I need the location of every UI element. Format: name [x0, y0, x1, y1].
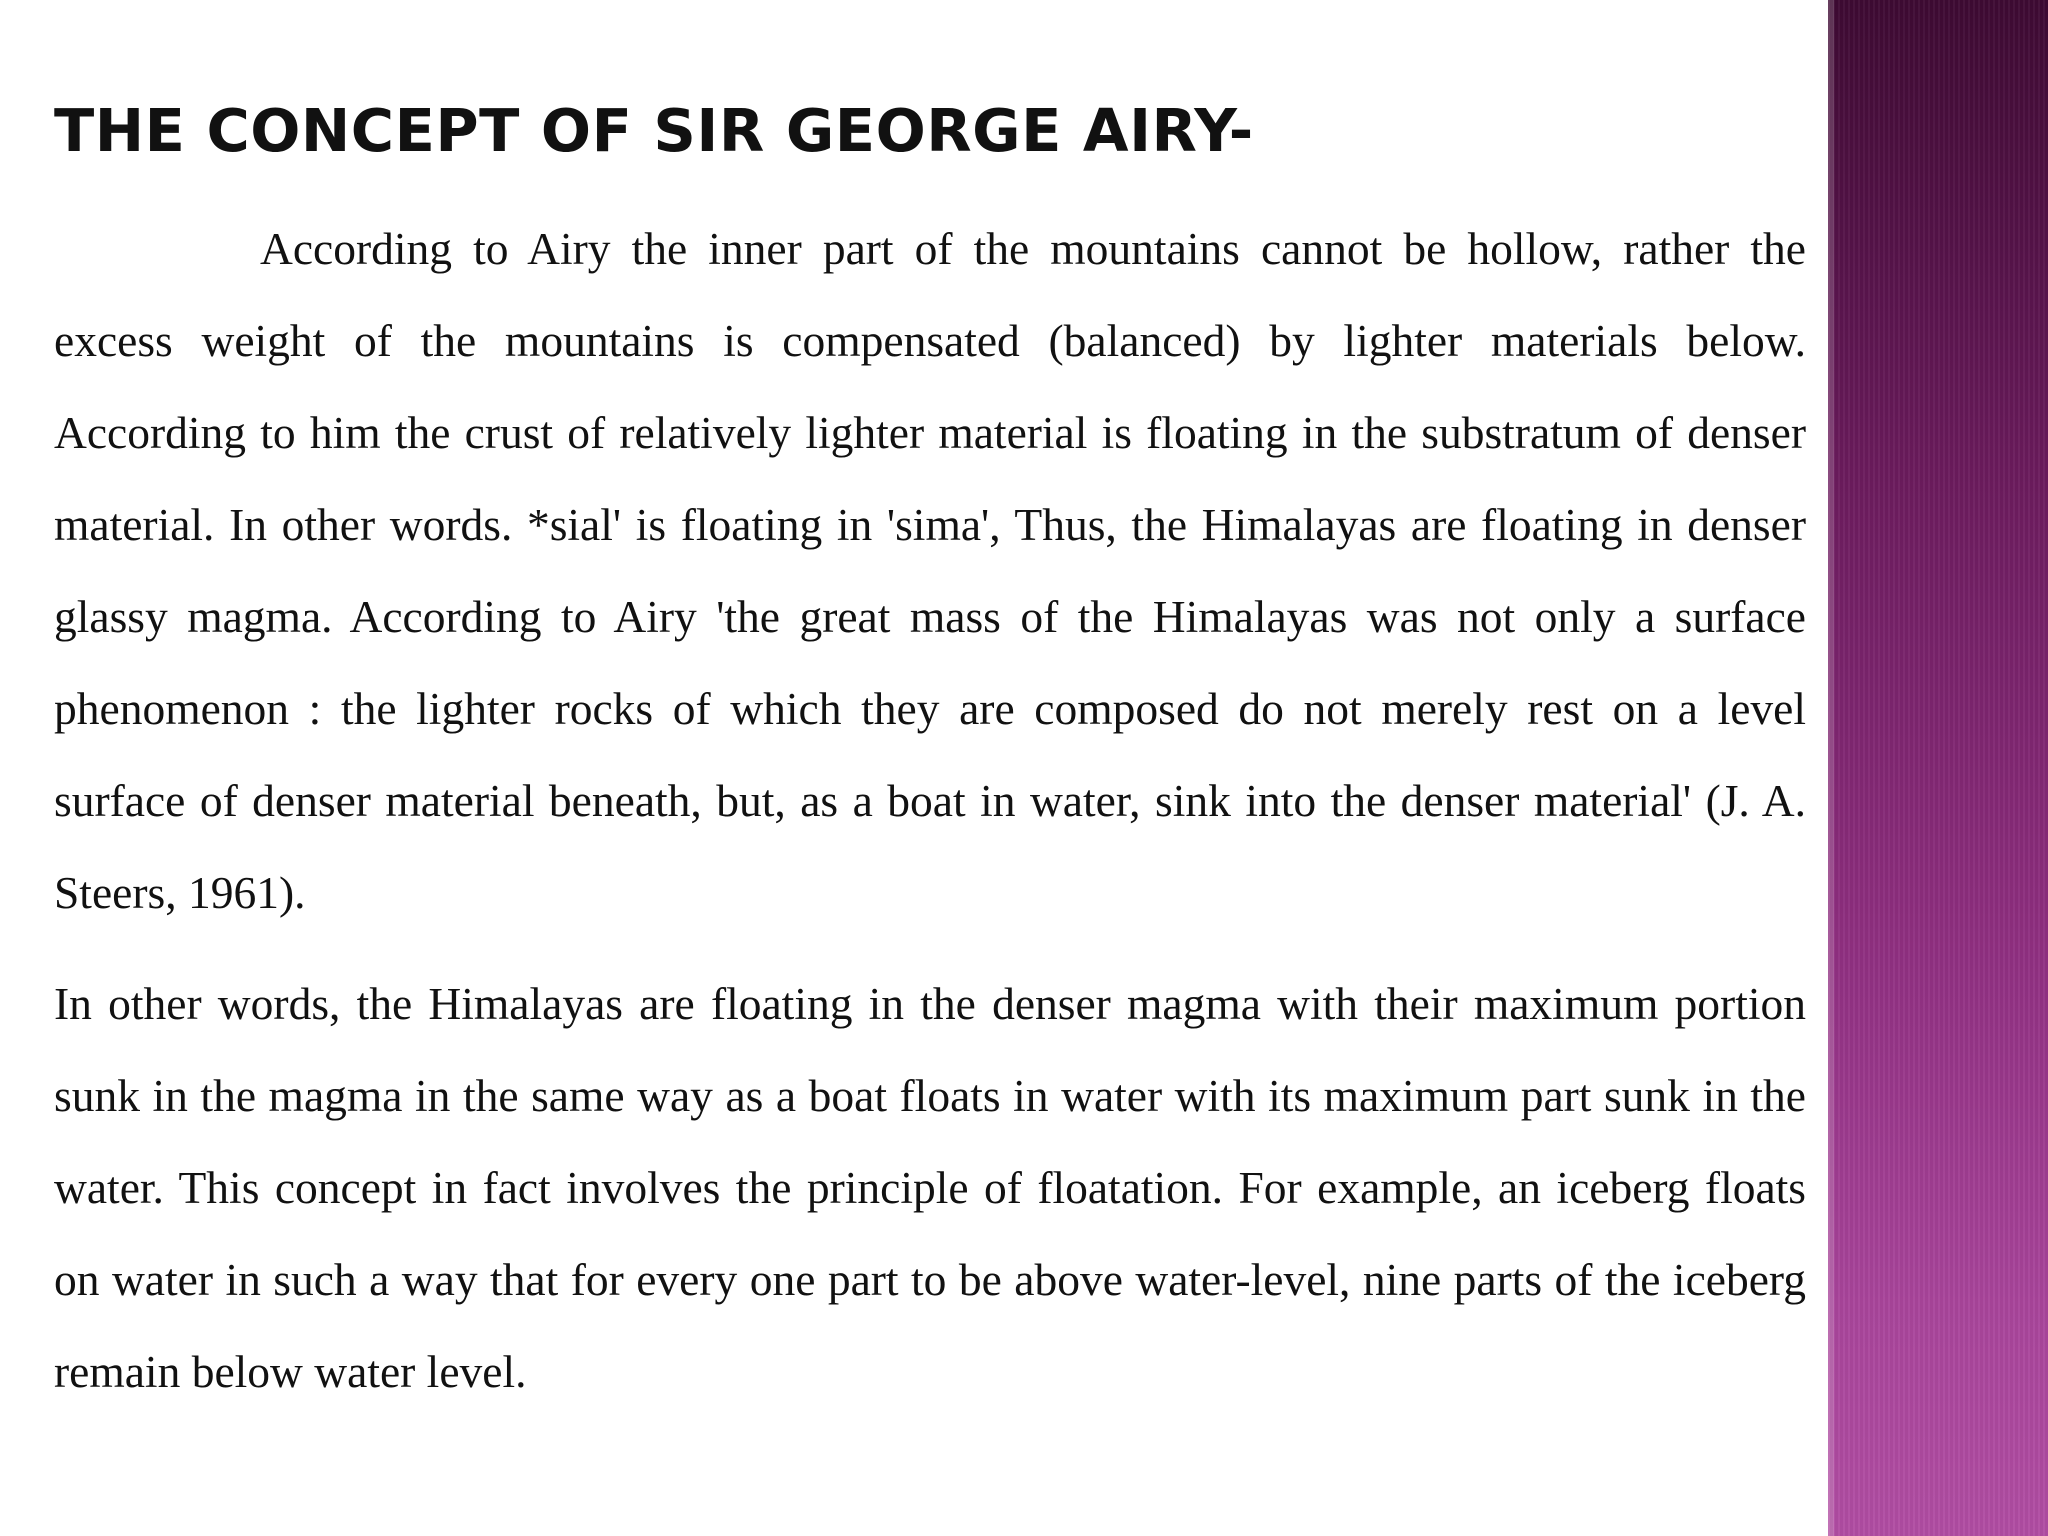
- body-paragraph-1: According to Airy the inner part of the mountains cannot be hollow, rather the excess weight of the mountains is compensated (balanced) by lighter materials below. According to him the crust of relatively lighter material is floating in the substratum of denser material. In other words. *sial' is floating in 'sima', Thus, the Himalayas are floating in denser glassy magma. According to Airy 'the great mass of the Himalayas was not only a surface phenomenon : the lighter rocks of which they are composed do not merely rest on a level surface of denser material beneath, but, as a boat in water, sink into the denser material' (J. A. Steers, 1961).: [54, 223, 1806, 918]
- slide-title: THE CONCEPT OF SIR GEORGE AIRY-: [54, 96, 1254, 165]
- body-paragraph-2: In other words, the Himalayas are floating in the denser magma with their maximum portion sunk in the magma in the same way as a boat floats in water with its maximum part sunk in the water. This concept in fact involves the principle of floatation. For example, an iceberg floats on water in such a way that for every one part to be above water-level, nine parts of the iceberg remain below water level.: [54, 978, 1806, 1397]
- decorative-side-band: [1828, 0, 2048, 1536]
